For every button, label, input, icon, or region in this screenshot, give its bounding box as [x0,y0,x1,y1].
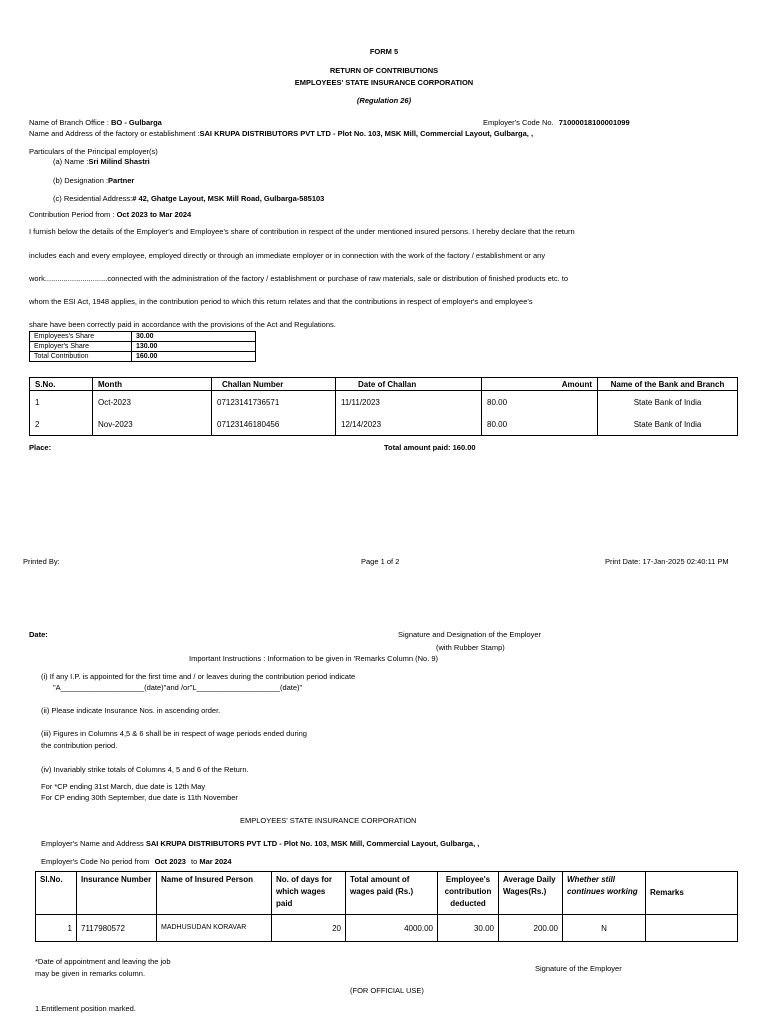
period-label: Contribution Period from : [29,210,115,219]
code-period-to: Mar 2024 [199,857,232,866]
contribution-period [29,210,191,219]
designation-label: (b) Designation : [53,176,109,185]
cell-sl-no: 1 [36,915,77,942]
instruction-3: (iii) Figures in Columns 4,5 & 6 shall be in respect of wage periods ended during [41,729,307,738]
employer-name-address [41,839,479,848]
declaration-line: work..............................connected with the administration of the factory / establishment or purchase of raw materials, sale or distribution of finished products etc. to [29,274,568,283]
cell-challan-number: 07123141736571 [212,391,336,414]
cell-amount: 80.00 [482,391,598,414]
form-title: RETURN OF CONTRIBUTIONS [329,66,439,75]
column-header: Name of Insured Person [157,872,272,915]
declaration-line: whom the ESI Act, 1948 applies, in the contribution period to which this return relates and that the contributions in respect of employer's and employee's [29,297,533,306]
share-label: Employer's Share [30,342,132,352]
designation-value: Partner [108,176,135,185]
employer-name-label: Employer's Name and Address [41,839,144,848]
table-row [30,413,738,436]
wages-table [35,871,738,942]
table-row [30,391,738,414]
cell-bank: State Bank of India [598,391,738,414]
code-period-label: Employer's Code No period from [41,857,150,866]
address-label: Name and Address of the factory or establishment : [29,129,200,138]
cell-challan-date: 11/11/2023 [336,391,482,414]
establishment-address [29,129,533,138]
employer-code [483,118,630,127]
instructions-title: Important Instructions : Information to be given in 'Remarks Column (No. 9) [189,654,439,663]
regulation: (Regulation 26) [356,96,412,105]
column-header: Date of Challan [336,378,482,391]
cell-total-wages: 4000.00 [346,915,438,942]
cell-insured-name: MADHUSUDAN KORAVAR [157,915,272,942]
column-header: Name of the Bank and Branch [598,378,738,391]
column-header: Whether still continues working [563,872,646,915]
residential-value: # 42, Ghatge Layout, MSK Mill Road, Gulbarga-585103 [132,194,325,203]
cell-continues-working: N [563,915,646,942]
share-label: Employees's Share [30,332,132,342]
column-header: Total amount of wages paid (Rs.) [346,872,438,915]
share-label: Total Contribution [30,352,132,362]
cell-month: Oct-2023 [93,391,212,414]
table-row [30,332,256,342]
place-label: Place: [29,443,52,452]
employer-code-value: 71000018100001099 [558,118,630,127]
column-header: Insurance Number [77,872,157,915]
employer-signature: Signature of the Employer [535,964,622,973]
period-from: Oct 2023 [116,210,148,219]
signature-designation: Signature and Designation of the Employer [398,630,542,639]
branch-office [29,118,162,127]
shares-table [29,331,256,362]
declaration-line: I furnish below the details of the Employer's and Employee's share of contribution in respect of the under mentioned insured persons. I hereby declare that the return [29,227,575,236]
period-to-label: to [149,210,158,219]
cell-days: 20 [272,915,346,942]
code-period-to-label: to [191,857,198,866]
form-number: FORM 5 [369,47,399,56]
due-date-march: For *CP ending 31st March, due date is 12th May [41,782,206,791]
cell-challan-date: 12/14/2023 [336,413,482,436]
cell-avg-wages: 200.00 [499,915,563,942]
column-header: Average Daily Wages(Rs.) [499,872,563,915]
name-label: (a) Name : [53,157,89,166]
column-header: No. of days for which wages paid [272,872,346,915]
cell-month: Nov-2023 [93,413,212,436]
total-amount-paid: Total amount paid: 160.00 [384,443,476,452]
instruction-2: (ii) Please indicate Insurance Nos. in ascending order. [41,706,221,715]
code-period-from: Oct 2023 [154,857,186,866]
branch-value: BO - Gulbarga [111,118,162,127]
employer-code-label: Employer's Code No. [483,118,554,127]
form-subtitle: EMPLOYEES' STATE INSURANCE CORPORATION [294,78,474,87]
challan-table [29,377,738,436]
principal-name [53,157,150,166]
print-date: Print Date: 17-Jan-2025 02:40:11 PM [605,557,729,566]
instruction-4: (iv) Invariably strike totals of Columns 4, 5 and 6 of the Return. [41,765,249,774]
code-period [41,857,232,866]
cell-challan-number: 07123146180456 [212,413,336,436]
column-header: Amount [482,378,598,391]
page-number: Page 1 of 2 [361,557,400,566]
principal-employer-heading: Particulars of the Principal employer(s) [29,147,158,156]
table-row [30,342,256,352]
column-header: Remarks [646,872,738,915]
cell-amount: 80.00 [482,413,598,436]
official-use: (FOR OFFICIAL USE) [350,986,424,995]
column-header: Month [93,378,212,391]
corporation-heading: EMPLOYEES' STATE INSURANCE CORPORATION [240,816,417,825]
address-value: SAI KRUPA DISTRIBUTORS PVT LTD - Plot No. 103, MSK Mill, Commercial Layout, Gulbarga, , [199,129,534,138]
share-value: 160.00 [132,352,256,362]
due-date-september: For CP ending 30th September, due date is 11th November [41,793,238,802]
instruction-3-cont: the contribution period. [41,741,118,750]
table-row [30,352,256,362]
cell-insurance-number: 7117980572 [77,915,157,942]
table-row [36,915,738,942]
declaration-line: share have been correctly paid in accordance with the provisions of the Act and Regulations. [29,320,336,329]
rubber-stamp: (with Rubber Stamp) [436,643,505,652]
instruction-1: (i) If any I.P. is appointed for the first time and / or leaves during the contribution period indicate [41,672,356,681]
declaration-line: includes each and every employee, employed directly or through an immediate employer or in connection with the work of the factory / establishment or any [29,251,546,260]
table-header-row [36,872,738,915]
appointment-note-cont: may be given in remarks column. [35,969,146,978]
column-header: Employee's contribution deducted [438,872,499,915]
share-value: 30.00 [132,332,256,342]
instruction-1-format: "A____________________(date)"and /or"L____________________(date)" [53,683,303,692]
branch-label: Name of Branch Office : [29,118,109,127]
cell-bank: State Bank of India [598,413,738,436]
principal-designation [53,176,134,185]
period-to: Mar 2024 [159,210,192,219]
cell-contribution: 30.00 [438,915,499,942]
share-value: 130.00 [132,342,256,352]
column-header: Challan Number [212,378,336,391]
principal-residential [53,194,324,203]
column-header: Sl.No. [36,872,77,915]
appointment-note: *Date of appointment and leaving the job [35,957,171,966]
cell-remarks [646,915,738,942]
cell-sno: 2 [30,413,93,436]
residential-label: (c) Residential Address: [53,194,133,203]
name-value: Sri Milind Shastri [88,157,150,166]
employer-name-value: SAI KRUPA DISTRIBUTORS PVT LTD - Plot No. 103, MSK Mill, Commercial Layout, Gulbarga, , [145,839,480,848]
table-header-row [30,378,738,391]
date-label: Date: [29,630,48,639]
column-header: S.No. [30,378,93,391]
cell-sno: 1 [30,391,93,414]
printed-by: Printed By: [23,557,60,566]
entitlement-note: 1.Entitlement position marked. [35,1004,136,1013]
